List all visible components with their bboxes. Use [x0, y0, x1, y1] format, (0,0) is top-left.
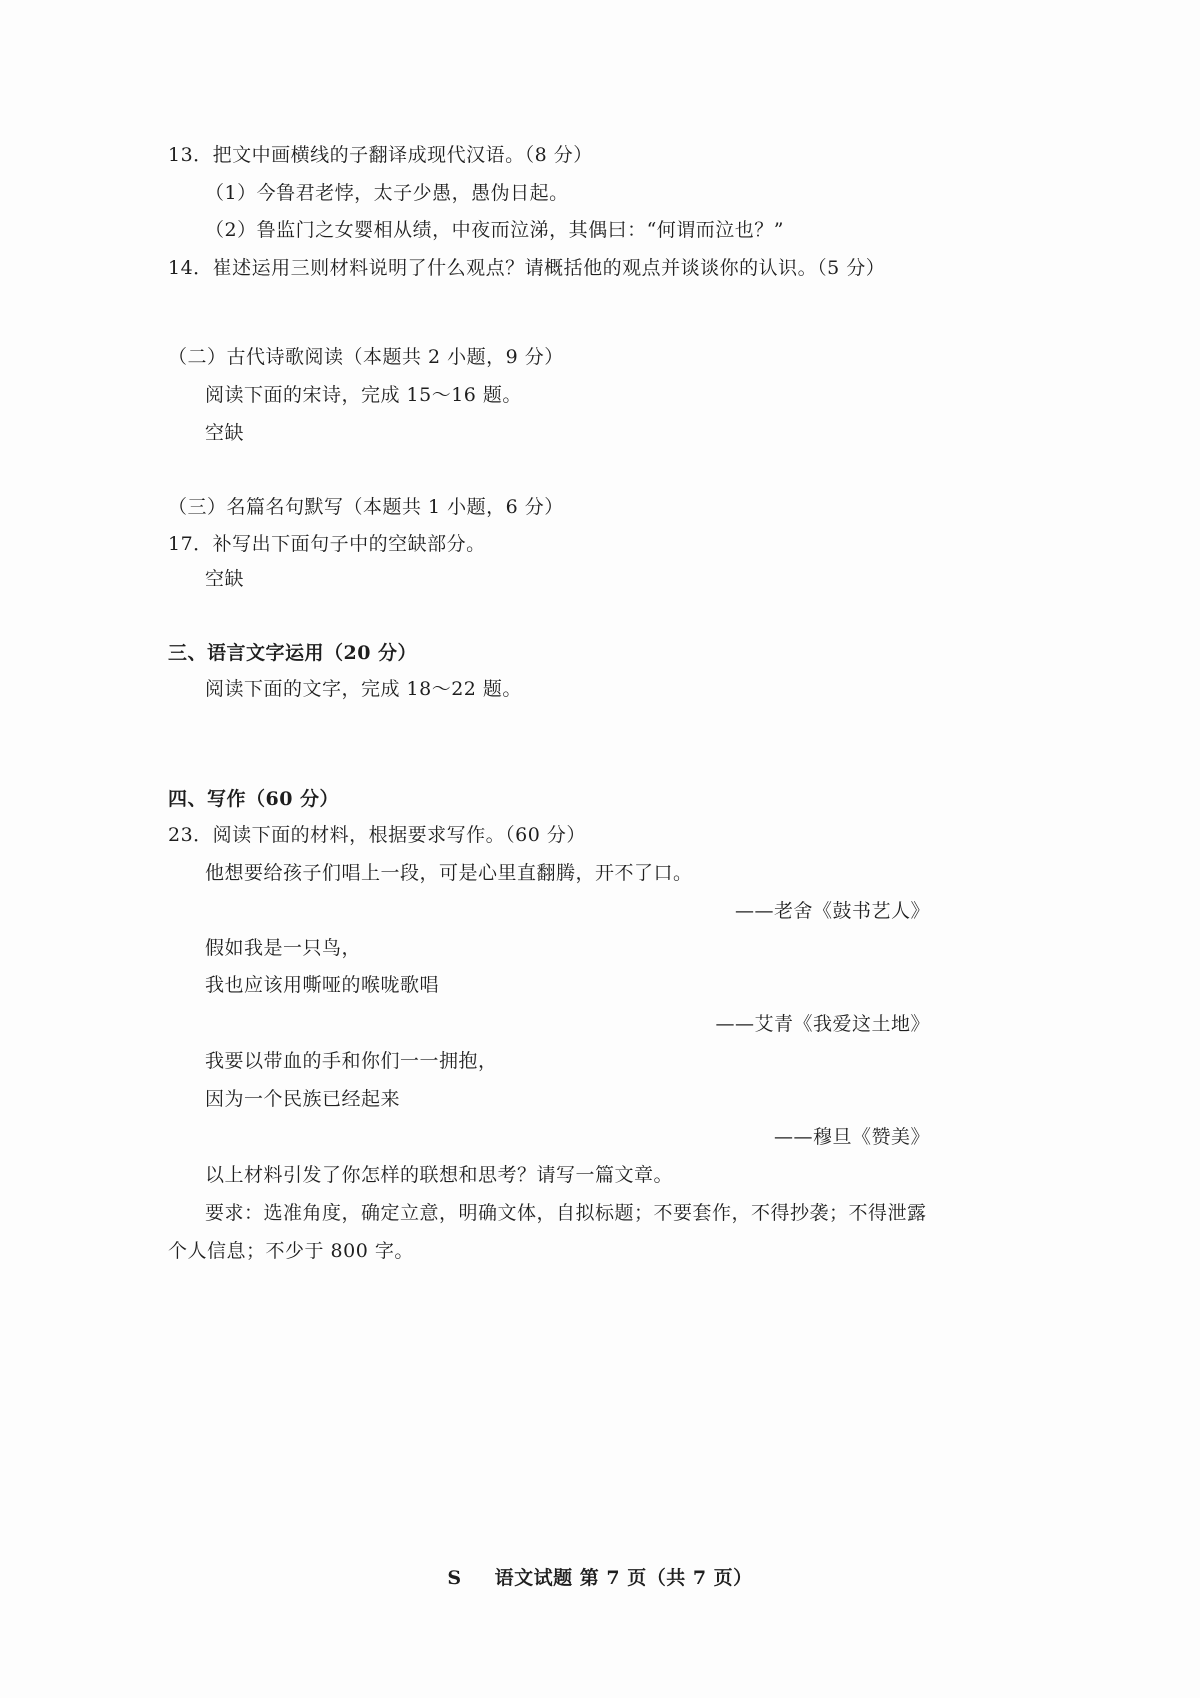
- footer-page-info: 语文试题 第 7 页（共 7 页）: [494, 1567, 753, 1589]
- quote-3-line-1: 我要以带血的手和你们一一拥抱，: [205, 1050, 498, 1072]
- section-language-heading: 三、语言文字运用（20 分）: [168, 642, 418, 664]
- q23-stem: 23．阅读下面的材料，根据要求写作。（60 分）: [168, 824, 586, 846]
- q14-stem: 14．崔述运用三则材料说明了什么观点？请概括他的观点并谈谈你的认识。（5 分）: [168, 257, 886, 279]
- quote-2-line-2: 我也应该用嘶哑的喉咙歌唱: [205, 974, 440, 996]
- source-3: ——穆旦《赞美》: [773, 1126, 930, 1148]
- page-footer: [0, 1563, 1200, 1590]
- quote-2-line-1: 假如我是一只鸟，: [205, 937, 362, 959]
- quote-1: 他想要给孩子们唱上一段，可是心里直翻腾，开不了口。: [205, 862, 693, 884]
- quote-3-line-2: 因为一个民族已经起来: [205, 1088, 401, 1110]
- section-poetry-placeholder: 空缺: [205, 422, 245, 444]
- section-recitation-placeholder: 空缺: [205, 568, 245, 590]
- section-poetry-instruction: 阅读下面的宋诗，完成 15～16 题。: [205, 384, 522, 406]
- section-writing-heading: 四、写作（60 分）: [168, 788, 340, 810]
- q17-stem: 17．补写出下面句子中的空缺部分。: [168, 533, 486, 555]
- footer-mark: S: [447, 1567, 462, 1589]
- source-2: ——艾青《我爱这土地》: [715, 1013, 930, 1035]
- source-1: ——老舍《鼓书艺人》: [734, 900, 930, 922]
- q13-sub1: （1）今鲁君老悖，太子少愚，愚伪日起。: [205, 182, 569, 204]
- q13-stem: 13．把文中画横线的子翻译成现代汉语。（8 分）: [168, 144, 593, 166]
- section-recitation-heading: （三）名篇名句默写（本题共 1 小题，6 分）: [168, 496, 564, 518]
- q13-sub2: （2）鲁监门之女婴相从绩，中夜而泣涕，其偶曰：“何谓而泣也？”: [205, 219, 785, 241]
- section-language-instruction: 阅读下面的文字，完成 18～22 题。: [205, 678, 522, 700]
- writing-prompt: 以上材料引发了你怎样的联想和思考？请写一篇文章。: [205, 1164, 674, 1186]
- writing-requirement-line-1: 要求：选准角度，确定立意，明确文体，自拟标题；不要套作，不得抄袭；不得泄露: [205, 1202, 927, 1224]
- section-poetry-heading: （二）古代诗歌阅读（本题共 2 小题，9 分）: [168, 346, 564, 368]
- writing-requirement-line-2: 个人信息；不少于 800 字。: [168, 1240, 414, 1262]
